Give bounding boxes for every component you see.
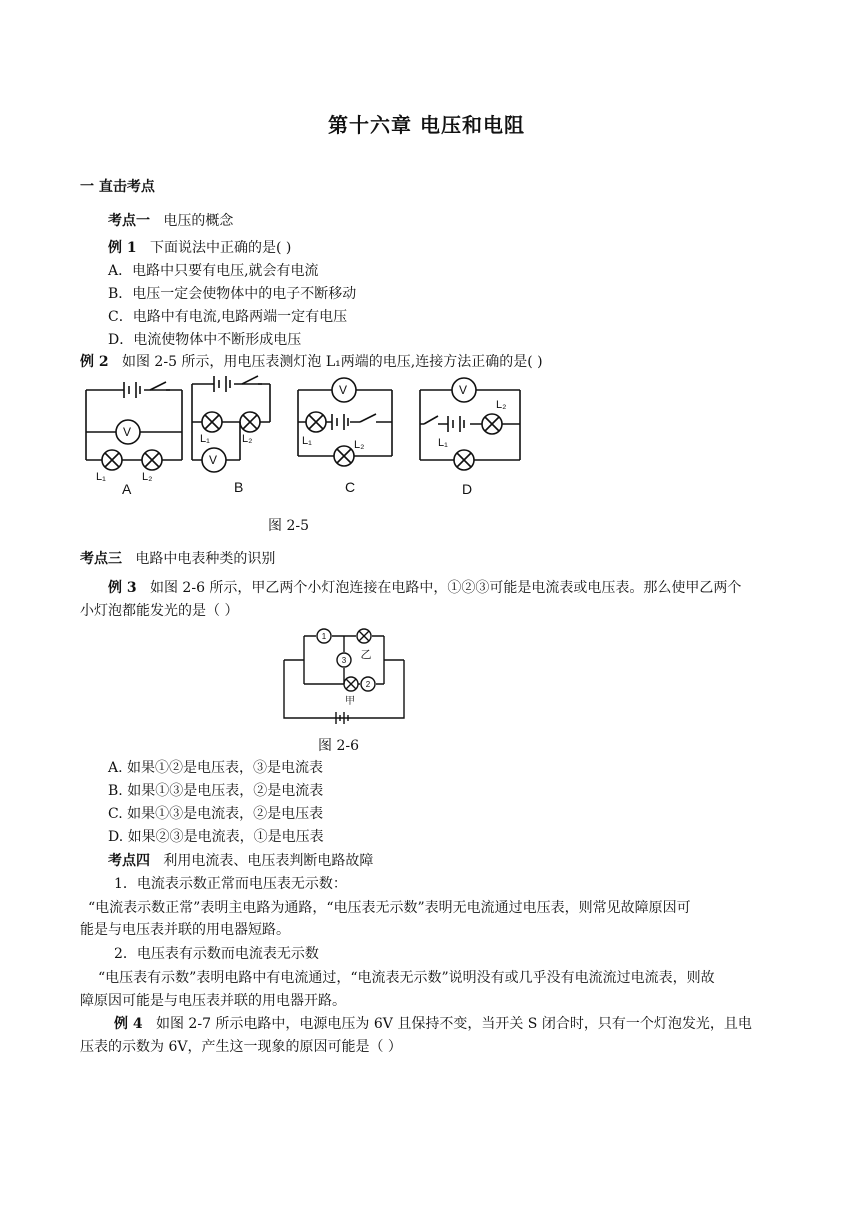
circuit-c-label: C	[345, 479, 356, 495]
example-1-option-a: A．电路中只要有电压,就会有电流	[108, 263, 319, 279]
fault-2-line1: “电压表有示数”表明电路中有电流通过，“电流表无示数”说明没有或几乎没有电流流过电流表，则故	[98, 970, 715, 986]
circuit-d	[420, 378, 520, 470]
circuit-a-label: A	[122, 481, 132, 497]
example-4-label: 例 4	[114, 1016, 143, 1032]
fault-2-heading: 2．电压表有示数而电流表无示数	[114, 946, 319, 962]
circuit-a-l1: L₁	[96, 471, 106, 483]
example-3-option-b: B. 如果①③是电压表，②是电流表	[108, 783, 324, 799]
example-1-option-b: B．电压一定会使物体中的电子不断移动	[108, 286, 357, 302]
example-4-text: 如图 2-7 所示电路中，电源电压为 6V 且保持不变，当开关 S 闭合时，只有一个灯泡发光，且电	[155, 1016, 752, 1032]
circuit-b	[192, 376, 270, 472]
meter-2-label: 2	[365, 680, 371, 689]
circuit-a-voltmeter: V	[123, 425, 132, 439]
example-2-label: 例 2	[80, 354, 109, 370]
circuit-d-l1: L₁	[438, 437, 448, 449]
example-4-line2: 压表的示数为 6V，产生这一现象的原因可能是（ ）	[80, 1039, 402, 1055]
keypoint-4-text: 利用电流表、电压表判断电路故障	[163, 853, 374, 869]
example-4-line1	[114, 1014, 752, 1034]
circuit-c-l1: L₁	[302, 435, 312, 447]
fault-1-line2: 能是与电压表并联的用电器短路。	[80, 922, 290, 938]
circuit-b-label: B	[234, 479, 244, 495]
circuit-a-l2: L₂	[142, 471, 153, 483]
keypoint-1	[108, 211, 233, 231]
figure-2-6-caption: 图 2-6	[318, 738, 359, 754]
lamp-jia-label: 甲	[345, 696, 355, 707]
example-3-option-c: C. 如果①③是电流表，②是电压表	[108, 806, 324, 822]
example-3-text: 如图 2-6 所示，甲乙两个小灯泡连接在电路中，①②③可能是电流表或电压表。那么使甲乙两个	[149, 580, 742, 596]
keypoint-1-text: 电压的概念	[163, 213, 234, 229]
circuit-d-voltmeter: V	[459, 383, 468, 397]
figure-2-6	[280, 626, 412, 724]
circuit-d-label: D	[462, 481, 473, 497]
example-1-label: 例 1	[108, 240, 137, 256]
circuit-b-l2: L₂	[242, 433, 253, 445]
circuit-d-l2: L₂	[496, 399, 507, 411]
lamp-yi-label: 乙	[360, 649, 372, 661]
fault-1-line1: “电流表示数正常”表明主电路为通路，“电压表无示数”表明无电流通过电压表，则常见故障原因可	[88, 900, 691, 916]
keypoint-3-label: 考点三	[80, 551, 122, 567]
fault-2-line2: 障原因可能是与电压表并联的用电器开路。	[80, 993, 346, 1009]
section-heading: 一 直击考点	[80, 179, 155, 195]
example-1-text: 下面说法中正确的是( )	[149, 240, 292, 256]
page-title: 第十六章 电压和电阻	[328, 113, 525, 137]
example-3-option-a: A. 如果①②是电压表，③是电流表	[108, 760, 324, 776]
keypoint-4	[108, 851, 373, 871]
circuit-c-voltmeter: V	[339, 383, 348, 397]
keypoint-3	[80, 549, 275, 569]
example-3-label: 例 3	[108, 580, 137, 596]
example-3-option-d: D. 如果②③是电流表，①是电压表	[108, 829, 324, 845]
example-1-question	[108, 238, 291, 258]
example-3-question-line1	[108, 578, 741, 598]
example-1-option-c: C．电路中有电流,电路两端一定有电压	[108, 309, 348, 325]
meter-1-label: 1	[321, 632, 327, 641]
keypoint-4-label: 考点四	[108, 853, 150, 869]
circuit-a	[86, 382, 182, 470]
fault-1-heading: 1．电流表示数正常而电压表无示数：	[114, 876, 347, 892]
circuit-b-l1: L₁	[200, 433, 210, 445]
example-3-question-line2: 小灯泡都能发光的是（ ）	[80, 603, 239, 619]
figure-2-5-caption: 图 2-5	[268, 518, 309, 534]
example-2-question	[80, 352, 543, 372]
circuit-b-voltmeter: V	[209, 453, 218, 467]
keypoint-1-label: 考点一	[108, 213, 150, 229]
meter-3-label: 3	[341, 656, 347, 665]
keypoint-3-text: 电路中电表种类的识别	[135, 551, 276, 567]
figure-2-5	[74, 372, 534, 502]
example-2-text: 如图 2-5 所示，用电压表测灯泡 L₁两端的电压,连接方法正确的是( )	[121, 354, 543, 370]
example-1-option-d: D．电流使物体中不断形成电压	[108, 332, 302, 348]
circuit-c-l2: L₂	[354, 439, 365, 451]
